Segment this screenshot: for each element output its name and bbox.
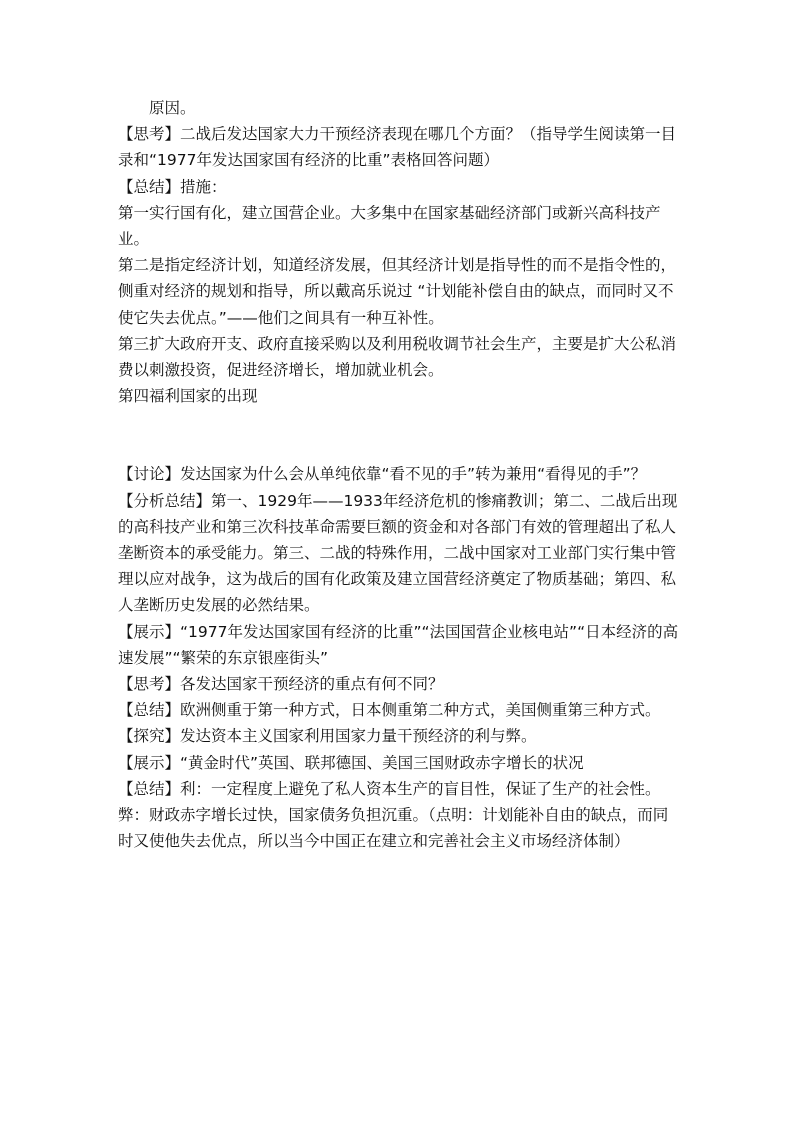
paragraph-tag: 【展示】 [118, 753, 181, 772]
paragraph-text: 第三扩大政府开支、政府直接采购以及利用税收调节社会生产，主要是扩大公私消费以刺激投资，促进经济增长，增加就业机会。 [118, 334, 677, 380]
paragraph-text: 各发达国家干预经济的重点有何不同？ [180, 675, 444, 694]
paragraph-1 [118, 121, 683, 173]
paragraph-14 [118, 776, 683, 855]
paragraph-text: 第二是指定经济计划，知道经济发展，但其经济计划是指导性的而不是指令性的，侧重对经济的规划和指导，所以戴高乐说过 “计划能补偿自由的缺点，而同时又不使它失去优点。”——他们之间具有一种互补性。 [118, 256, 677, 327]
paragraph-4 [118, 252, 683, 331]
paragraph-13 [118, 750, 683, 776]
paragraph-tag: 【思考】 [118, 675, 181, 694]
paragraph-10 [118, 671, 683, 697]
paragraph-3 [118, 200, 683, 252]
paragraph-tag: 【总结】 [118, 779, 181, 798]
document-body [118, 95, 683, 854]
paragraph-8 [118, 488, 683, 619]
paragraph-tag: 【分析总结】 [118, 491, 212, 510]
paragraph-tag: 【探究】 [118, 727, 181, 746]
paragraph-text: 第四福利国家的出现 [118, 387, 258, 406]
paragraph-2 [118, 174, 683, 200]
paragraph-tag: 【总结】 [118, 701, 181, 720]
paragraph-11 [118, 697, 683, 723]
paragraph-9 [118, 619, 683, 671]
paragraph-text: 第一实行国有化，建立国营企业。大多集中在国家基础经济部门或新兴高科技产业。 [118, 203, 661, 249]
paragraph-5 [118, 331, 683, 383]
paragraph-tag: 【总结】 [118, 177, 181, 196]
paragraph-7 [118, 461, 683, 487]
paragraph-text: “1977年发达国家国有经济的比重”“法国国营企业核电站”“日本经济的高速发展”“繁荣的东京银座街头” [118, 622, 679, 667]
paragraph-0 [118, 95, 683, 121]
paragraph-text: 措施： [180, 177, 227, 196]
paragraph-text: 第一、1929年——1933年经济危机的惨痛教训；第二、二战后出现的高科技产业和第三次科技革命需要巨额的资金和对各部门有效的管理超出了私人垄断资本的承受能力。第三、二战的特殊作用，二战中国家对工业部门实行集中管理以应对战争，这为战后的国有化政策及建立国营经济奠定了物质基础；第四、私人垄断历史发展的必然结果。 [118, 491, 678, 615]
paragraph-tag: 【展示】 [118, 622, 181, 641]
paragraph-text: 原因。 [149, 99, 196, 117]
paragraph-6 [118, 383, 683, 409]
paragraph-tag: 【思考】 [118, 125, 181, 144]
paragraph-text: 发达国家为什么会从单纯依靠“看不见的手”转为兼用“看得见的手”？ [180, 465, 647, 484]
paragraph-12 [118, 723, 683, 749]
blank-gap [118, 409, 683, 461]
paragraph-text: 发达资本主义国家利用国家力量干预经济的利与弊。 [180, 727, 537, 746]
paragraph-text: “黄金时代”英国、联邦德国、美国三国财政赤字增长的状况 [180, 753, 584, 772]
paragraph-text: 二战后发达国家大力干预经济表现在哪几个方面？（指导学生阅读第一目录和“1977年发达国家国有经济的比重”表格回答问题） [118, 125, 677, 170]
paragraph-text: 利：一定程度上避免了私人资本生产的盲目性，保证了生产的社会性。弊：财政赤字增长过快，国家债务负担沉重。（点明：计划能补自由的缺点，而同时又使他失去优点，所以当今中国正在建立和完善社会主义市场经济体制） [118, 779, 669, 851]
paragraph-text: 欧洲侧重于第一种方式，日本侧重第二种方式，美国侧重第三种方式。 [180, 701, 661, 720]
paragraph-tag: 【讨论】 [118, 465, 181, 484]
